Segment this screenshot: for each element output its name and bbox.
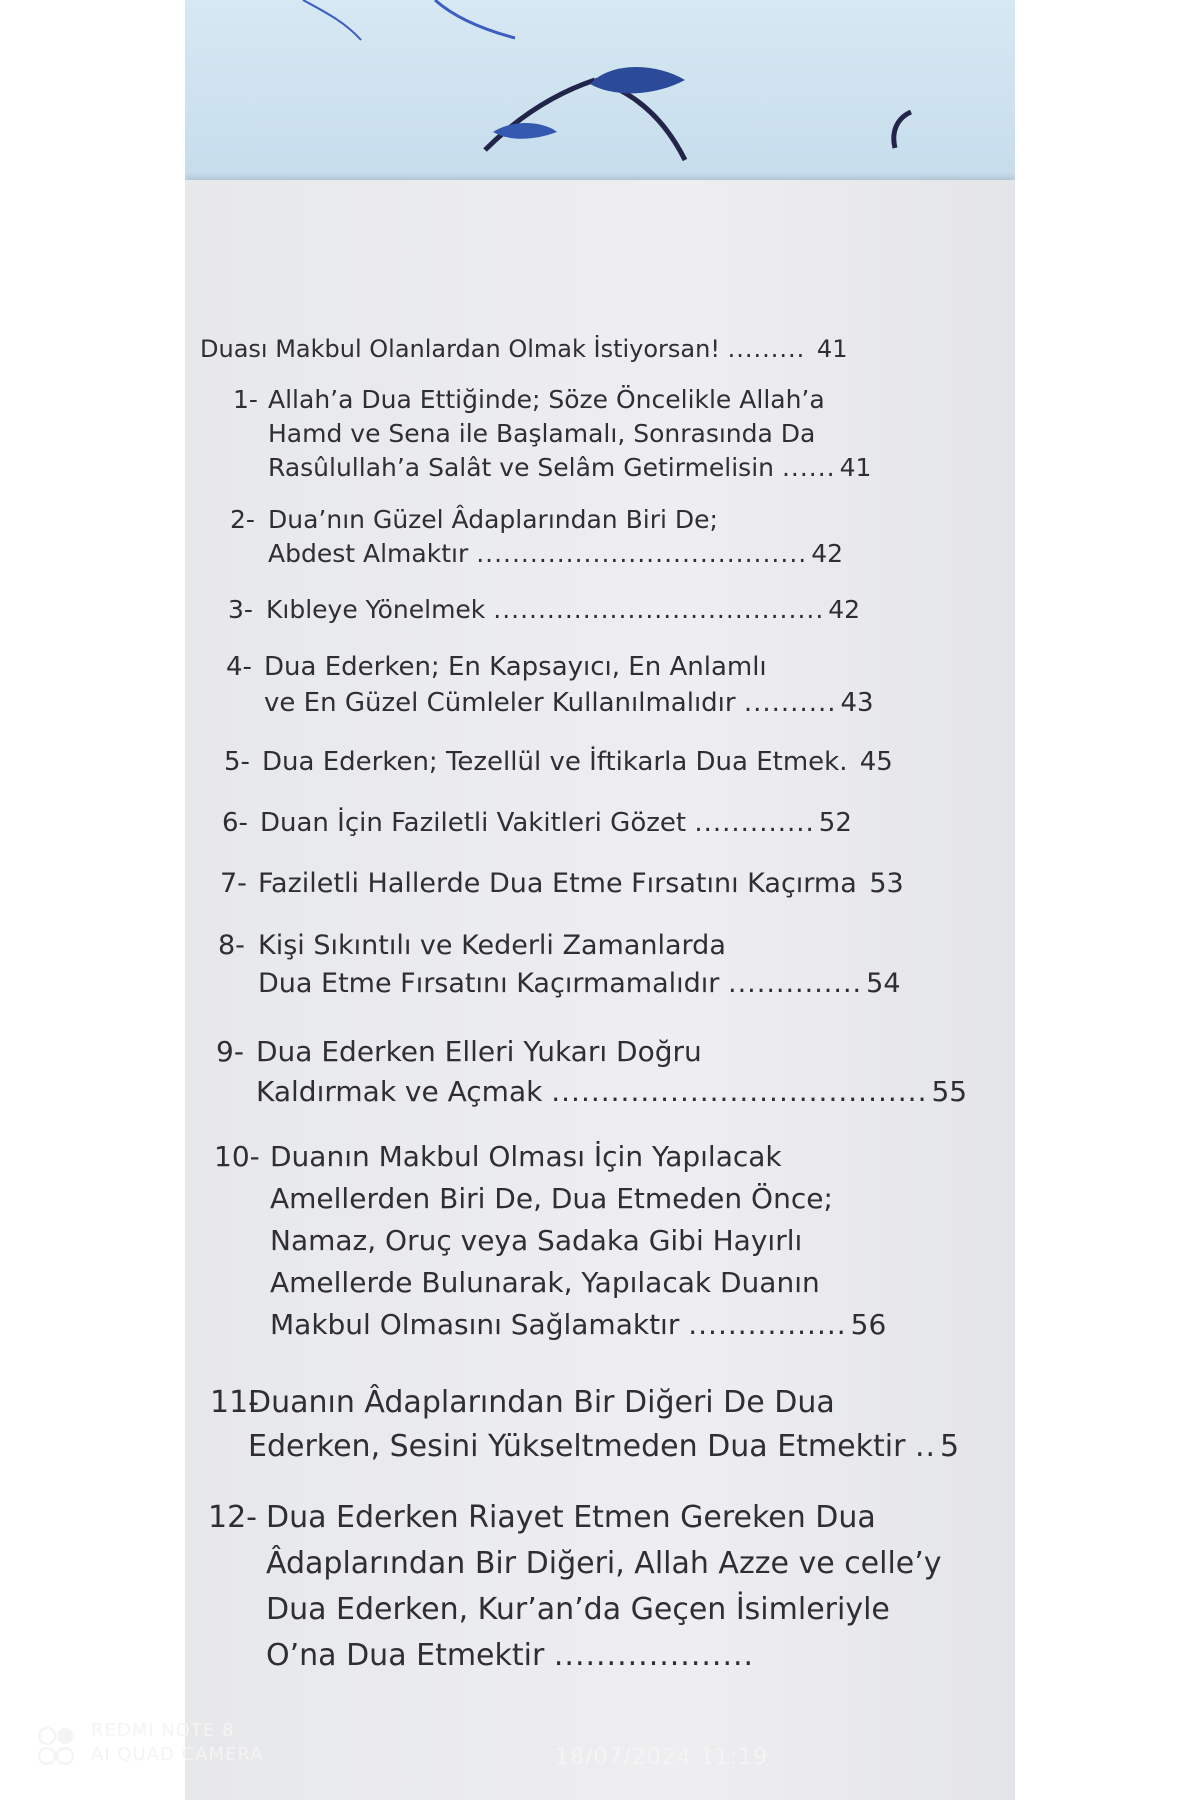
toc-entry-title: Namaz, Oruç veya Sadaka Gibi Hayırlı — [270, 1224, 803, 1257]
toc-entry-page-number: 56 — [850, 1308, 887, 1341]
toc-entry-line — [270, 1266, 820, 1299]
camera-feature-label: AI QUAD CAMERA — [91, 1744, 264, 1765]
toc-entry-title: Dua Ederken, Kur’an’da Geçen İsimleriyle — [266, 1592, 890, 1627]
toc-entry-line — [264, 688, 874, 718]
toc-entry-dots: .. — [914, 1429, 937, 1464]
toc-entry-dots: ..................................... — [493, 595, 825, 624]
toc-entry-title: Âdaplarından Bir Diğeri, Allah Azze ve celle’y — [266, 1546, 942, 1581]
blue-fabric-background — [185, 0, 1015, 190]
toc-entry-page-number: 42 — [828, 595, 861, 624]
heading-page-number: 41 — [816, 335, 848, 363]
toc-entry-number: 2- — [230, 505, 255, 534]
toc-entry-line — [268, 419, 815, 448]
toc-entry-page-number: 41 — [839, 453, 872, 482]
toc-entry-number: 8- — [218, 930, 245, 961]
toc-entry-title: Kaldırmak ve Açmak — [256, 1075, 543, 1108]
toc-entry-dots: ............. — [694, 808, 815, 838]
toc-entry-title: ve En Güzel Cümleler Kullanılmalıdır — [264, 688, 736, 718]
toc-entry-line — [268, 453, 871, 482]
toc-entry-number: 9- — [216, 1035, 244, 1068]
toc-entry-line — [256, 1075, 967, 1108]
toc-entry-title: Abdest Almaktır — [268, 539, 469, 568]
toc-entry-dots: ................... — [553, 1638, 755, 1673]
toc-entry-line — [266, 1546, 942, 1581]
toc-entry-number: 5- — [224, 747, 250, 777]
toc-entry-line — [268, 505, 718, 534]
toc-entry-title: Amellerde Bulunarak, Yapılacak Duanın — [270, 1266, 820, 1299]
toc-entry-line — [268, 385, 825, 414]
toc-entry-title: Hamd ve Sena ile Başlamalı, Sonrasında Da — [268, 419, 816, 448]
toc-entry-page-number: 52 — [818, 808, 852, 838]
toc-entry-title: O’na Dua Etmektir — [266, 1638, 545, 1673]
toc-entry-number: 12- — [208, 1500, 257, 1535]
toc-entry-title: Allah’a Dua Ettiğinde; Söze Öncelikle Allah’a — [268, 385, 825, 414]
toc-entry-title: Duan İçin Faziletli Vakitleri Gözet — [260, 808, 687, 838]
toc-entry-page-number: 54 — [866, 968, 901, 999]
toc-entry-page-number: 53 — [869, 868, 904, 899]
heading-dots: ......... — [727, 335, 806, 363]
toc-entry-line — [266, 1500, 876, 1535]
toc-entry-title: Amellerden Biri De, Dua Etmeden Önce; — [270, 1182, 833, 1215]
toc-entry-line — [258, 968, 901, 999]
toc-entry-line — [248, 1385, 835, 1420]
toc-entry-dots: ..................................... — [476, 539, 808, 568]
toc-entry-title: Kişi Sıkıntılı ve Kederli Zamanlarda — [258, 930, 726, 961]
toc-entry-number: 10- — [214, 1140, 260, 1173]
toc-entry-line — [266, 1638, 758, 1673]
toc-entry-title: Dua Ederken Elleri Yukarı Doğru — [256, 1035, 702, 1068]
toc-entry-number: 6- — [222, 808, 248, 838]
toc-entry-dots: ................ — [688, 1308, 847, 1341]
toc-entry-page-number: 45 — [859, 747, 893, 777]
photo-timestamp: 18/07/2024 11:19 — [555, 1745, 769, 1770]
heading-text: Duası Makbul Olanlardan Olmak İstiyorsan! — [200, 335, 720, 363]
toc-entry-dots: .............. — [727, 968, 863, 999]
toc-entry-line — [266, 595, 860, 624]
toc-entry-page-number: 55 — [931, 1075, 968, 1108]
toc-entry-number: 3- — [228, 595, 253, 624]
toc-entry-line — [268, 539, 843, 568]
toc-entry-dots: ...... — [781, 453, 836, 482]
toc-entry-line — [260, 808, 852, 838]
toc-entry-title: Dua Ederken; Tezellül ve İftikarla Dua Etmek. — [262, 747, 848, 777]
toc-entry-title: Duanın Âdaplarından Bir Diğeri De Dua — [248, 1385, 835, 1420]
toc-entry-page-number: 42 — [811, 539, 844, 568]
toc-entry-dots: ...................................... — [551, 1075, 928, 1108]
toc-entry-number: 4- — [226, 652, 252, 682]
toc-entry-title: Rasûlullah’a Salât ve Selâm Getirmelisin — [268, 453, 774, 482]
toc-entry-page-number: 5 — [940, 1429, 960, 1464]
toc-entry-title: Kıbleye Yönelmek — [266, 595, 486, 624]
toc-entry-line — [270, 1140, 782, 1173]
toc-entry-line — [264, 652, 767, 682]
toc-entry-page-number: 43 — [840, 688, 874, 718]
toc-entry-line — [258, 868, 904, 899]
toc-entry-title: Dua Etme Fırsatını Kaçırmamalıdır — [258, 968, 720, 999]
toc-entry-number: 1- — [233, 385, 258, 414]
toc-entry-line — [258, 930, 726, 961]
toc-entry-line — [270, 1182, 833, 1215]
toc-entry-title: Faziletli Hallerde Dua Etme Fırsatını Kaçırma — [258, 868, 857, 899]
toc-entry-line — [262, 747, 893, 777]
leaf-pattern-icon — [185, 0, 1015, 190]
toc-entry-title: Dua’nın Güzel Âdaplarından Biri De; — [268, 505, 718, 534]
toc-entry-title: Makbul Olmasını Sağlamaktır — [270, 1308, 680, 1341]
camera-model-label: REDMI NOTE 8 — [91, 1720, 235, 1741]
toc-entry-dots: .......... — [743, 688, 837, 718]
toc-entry-line — [256, 1035, 702, 1068]
toc-entry-line — [248, 1429, 959, 1464]
dual-circle-camera-logo-icon — [35, 1724, 79, 1768]
toc-entry-title: Dua Ederken; En Kapsayıcı, En Anlamlı — [264, 652, 767, 682]
toc-entry-line — [266, 1592, 890, 1627]
toc-entry-title: Duanın Makbul Olması İçin Yapılacak — [270, 1140, 782, 1173]
toc-entry-line — [270, 1224, 802, 1257]
toc-entry-line — [270, 1308, 886, 1341]
toc-entry-title: Dua Ederken Riayet Etmen Gereken Dua — [266, 1500, 876, 1535]
toc-entry-number: 7- — [220, 868, 247, 899]
toc-entry-title: Ederken, Sesini Yükseltmeden Dua Etmektir — [248, 1429, 906, 1464]
toc-entry-number: 11- — [210, 1385, 259, 1420]
